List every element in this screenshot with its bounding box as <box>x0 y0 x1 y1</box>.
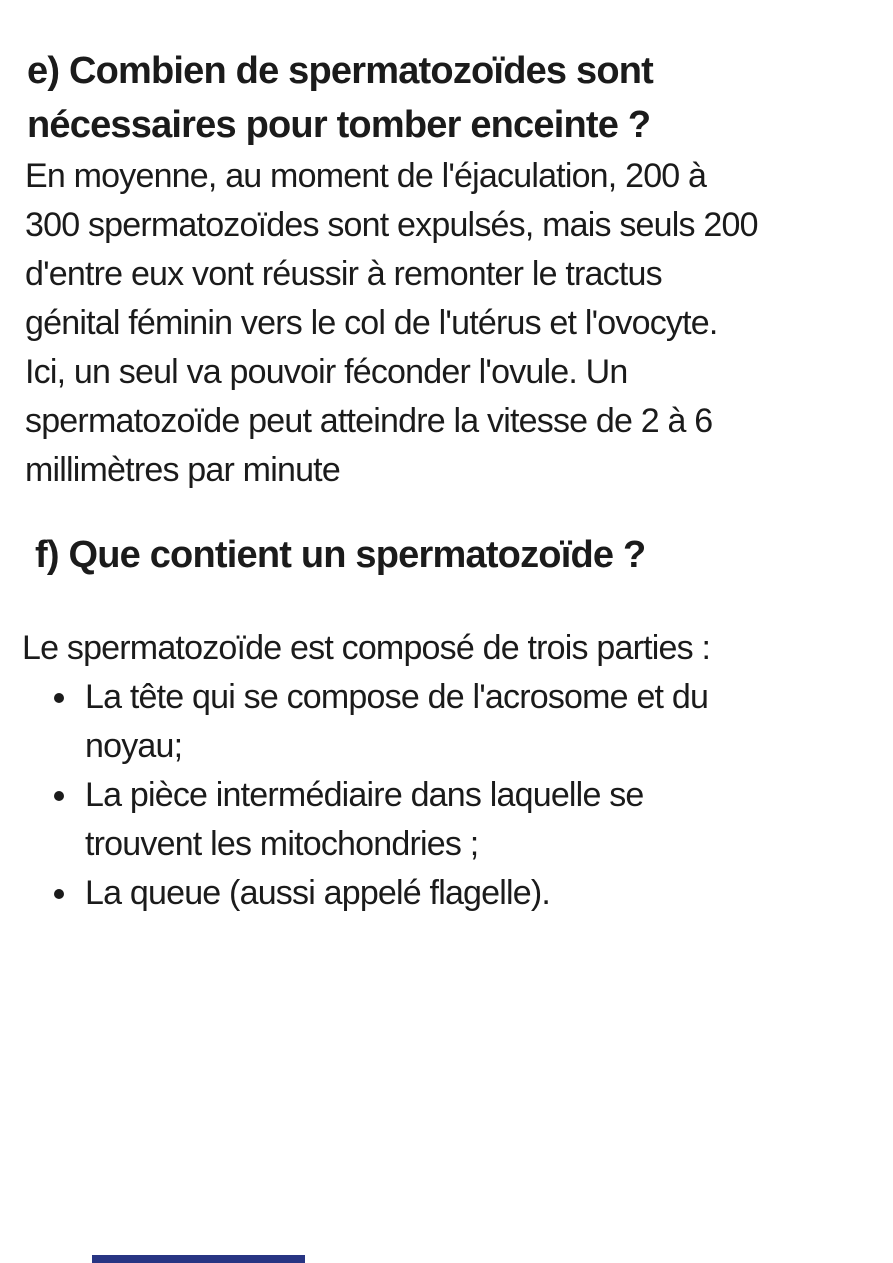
text-line: d'entre eux vont réussir à remonter le tractus <box>25 255 662 293</box>
text-line: La tête qui se compose de l'acrosome et du <box>85 678 709 716</box>
text-line: trouvent les mitochondries ; <box>85 825 479 863</box>
bullet-dot-icon <box>54 889 64 899</box>
list-intro-text: Le spermatozoïde est composé de trois parties : <box>22 629 711 667</box>
sperm-parts-bullet-list <box>25 673 873 918</box>
text-line: spermatozoïde peut atteindre la vitesse de 2 à 6 <box>25 402 713 440</box>
bullet-item <box>25 869 873 918</box>
text-line: millimètres par minute <box>25 451 340 489</box>
bullet-icon <box>25 869 85 899</box>
question-e-answer-paragraph <box>25 152 873 495</box>
bullet-dot-icon <box>54 791 64 801</box>
bullet-item <box>25 771 873 869</box>
question-f-heading: f) Que contient un spermatozoïde ? <box>35 534 646 576</box>
text-line: En moyenne, au moment de l'éjaculation, 200 à <box>25 157 707 195</box>
question-e-heading <box>27 44 873 152</box>
bullet-item <box>25 673 873 771</box>
text-line: nécessaires pour tomber enceinte ? <box>27 104 651 146</box>
bullet-icon <box>25 673 85 703</box>
bullet-dot-icon <box>54 693 64 703</box>
text-line: génital féminin vers le col de l'utérus et l'ovocyte. <box>25 304 718 342</box>
text-line: e) Combien de spermatozoïdes sont <box>27 50 654 92</box>
bullet-item-text <box>85 673 873 771</box>
text-line: 300 spermatozoïdes sont expulsés, mais seuls 200 <box>25 206 758 244</box>
text-line: Ici, un seul va pouvoir féconder l'ovule. Un <box>25 353 628 391</box>
text-line: noyau; <box>85 727 183 765</box>
bullet-icon <box>25 771 85 801</box>
text-line: La queue (aussi appelé flagelle). <box>85 874 551 912</box>
partial-bottom-element-strip <box>92 1255 305 1263</box>
bullet-item-text <box>85 771 873 869</box>
bullet-item-text <box>85 869 873 918</box>
text-line: La pièce intermédiaire dans laquelle se <box>85 776 644 814</box>
